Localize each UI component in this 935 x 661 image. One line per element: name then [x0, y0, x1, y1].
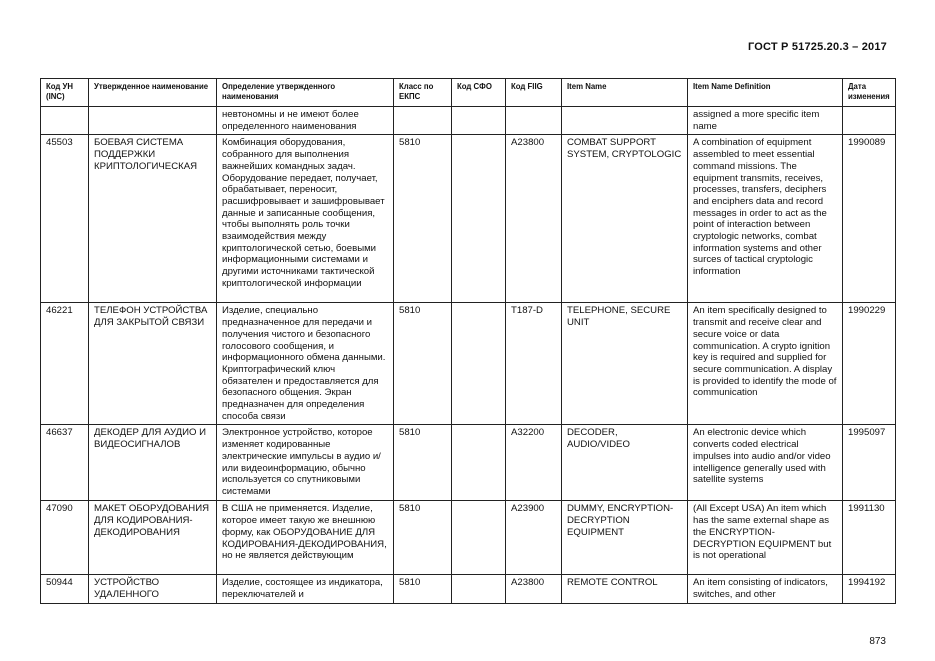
cell-item-definition: An item specifically designed to transmit and receive clear and secure voice or data communication. A crypto ignition key is required and supplied for secure communication. A display is provided to identify the mode of communication — [688, 303, 843, 425]
cell-sfo — [452, 575, 506, 603]
cell-definition: В США не применяется. Изделие, которое имеет такую же внешнюю форму, как ОБОРУДОВАНИЕ ДЛЯ КОДИРОВАНИЯ-ДЕКОДИРОВАНИЯ, но не является действующим — [217, 501, 394, 575]
cell-date: 1990229 — [843, 303, 896, 425]
cell-item-definition: An electronic device which converts coded electrical impulses into audio and/or video intelligence generally used with satellite systems — [688, 425, 843, 501]
cell-item-name: COMBAT SUPPORT SYSTEM, CRYPTOLOGIC — [562, 135, 688, 303]
cell-definition: Электронное устройство, которое изменяет кодированные электрические импульсы в аудио и/или видеоинформацию, обычно используется со спутниковыми системами — [217, 425, 394, 501]
header-approved-name: Утвержденное наименование — [89, 79, 217, 107]
header-definition: Определение утвержденного наименования — [217, 79, 394, 107]
cell-date: 1991130 — [843, 501, 896, 575]
cell-sfo — [452, 303, 506, 425]
cell-class: 5810 — [394, 575, 452, 603]
cell-date: 1994192 — [843, 575, 896, 603]
table-row — [41, 107, 896, 135]
catalog-table — [40, 78, 896, 604]
cell-date: 1995097 — [843, 425, 896, 501]
table-row — [41, 575, 896, 603]
header-inc: Код УН (INC) — [41, 79, 89, 107]
cell-definition: Изделие, специально предназначенное для передачи и получения чистого и безопасного голосового сообщения, и информационного обмена данными. Криптографический ключ обязателен и предоставляется для безопасного общения. Экран предназначен для определения способа связи — [217, 303, 394, 425]
header-class: Класс по ЕКПС — [394, 79, 452, 107]
cell-inc: 50944 — [41, 575, 89, 603]
cell-definition: Изделие, состоящее из индикатора, переключателей и — [217, 575, 394, 603]
cell-class: 5810 — [394, 303, 452, 425]
cell-item-definition: (All Except USA) An item which has the same external shape as the ENCRYPTION-DECRYPTION EQUIPMENT but is not operational — [688, 501, 843, 575]
cell-fiig — [506, 107, 562, 135]
header-item-definition: Item Name Definition — [688, 79, 843, 107]
document-code: ГОСТ Р 51725.20.3 – 2017 — [747, 41, 887, 53]
cell-inc: 46221 — [41, 303, 89, 425]
cell-sfo — [452, 135, 506, 303]
cell-fiig: A23900 — [506, 501, 562, 575]
cell-item-name: TELEPHONE, SECURE UNIT — [562, 303, 688, 425]
cell-approved-name: ДЕКОДЕР ДЛЯ АУДИО И ВИДЕОСИГНАЛОВ — [89, 425, 217, 501]
header-item-name: Item Name — [562, 79, 688, 107]
table-header-row — [41, 79, 896, 107]
cell-fiig: A23800 — [506, 135, 562, 303]
cell-item-name: DUMMY, ENCRYPTION-DECRYPTION EQUIPMENT — [562, 501, 688, 575]
cell-fiig: A23800 — [506, 575, 562, 603]
cell-item-definition: assigned a more specific item name — [688, 107, 843, 135]
header-date: Дата изменения — [843, 79, 896, 107]
cell-sfo — [452, 501, 506, 575]
cell-item-name — [562, 107, 688, 135]
cell-inc — [41, 107, 89, 135]
cell-definition: невтономны и не имеют более определенного наименования — [217, 107, 394, 135]
header-fiig: Код FIIG — [506, 79, 562, 107]
cell-sfo — [452, 425, 506, 501]
cell-approved-name: УСТРОЙСТВО УДАЛЕННОГО — [89, 575, 217, 603]
cell-definition: Комбинация оборудования, собранного для выполнения важнейших командных задач. Оборудование передает, получает, обрабатывает, переносит, расшифровывает и зашифровывает данные и записанные сообщения, чтобы выполнять роль точки взаимодействия между криптологической сетью, боевыми информационными системами и другими источниками тактической криптологической информации — [217, 135, 394, 303]
header-sfo: Код СФО — [452, 79, 506, 107]
cell-class: 5810 — [394, 135, 452, 303]
cell-approved-name: ТЕЛЕФОН УСТРОЙСТВА ДЛЯ ЗАКРЫТОЙ СВЯЗИ — [89, 303, 217, 425]
table-row — [41, 425, 896, 501]
cell-approved-name: МАКЕТ ОБОРУДОВАНИЯ ДЛЯ КОДИРОВАНИЯ-ДЕКОДИРОВАНИЯ — [89, 501, 217, 575]
cell-inc: 47090 — [41, 501, 89, 575]
cell-class: 5810 — [394, 425, 452, 501]
cell-date: 1990089 — [843, 135, 896, 303]
cell-item-definition: A combination of equipment assembled to meet essential command missions. The equipment transmits, receives, processes, transfers, deciphers and enciphers data and record messages in order to act as the point of interaction between cryptologic networks, combat information systems and other surces of tactical cryptologic information — [688, 135, 843, 303]
table-row — [41, 303, 896, 425]
cell-item-name: DECODER, AUDIO/VIDEO — [562, 425, 688, 501]
cell-fiig: T187-D — [506, 303, 562, 425]
cell-class — [394, 107, 452, 135]
table-row — [41, 501, 896, 575]
page-number: 873 — [869, 636, 886, 647]
cell-class: 5810 — [394, 501, 452, 575]
cell-fiig: A32200 — [506, 425, 562, 501]
cell-inc: 46637 — [41, 425, 89, 501]
cell-approved-name: БОЕВАЯ СИСТЕМА ПОДДЕРЖКИ КРИПТОЛОГИЧЕСКАЯ — [89, 135, 217, 303]
cell-item-name: REMOTE CONTROL — [562, 575, 688, 603]
cell-approved-name — [89, 107, 217, 135]
cell-date — [843, 107, 896, 135]
cell-item-definition: An item consisting of indicators, switches, and other — [688, 575, 843, 603]
cell-sfo — [452, 107, 506, 135]
table-row — [41, 135, 896, 303]
cell-inc: 45503 — [41, 135, 89, 303]
